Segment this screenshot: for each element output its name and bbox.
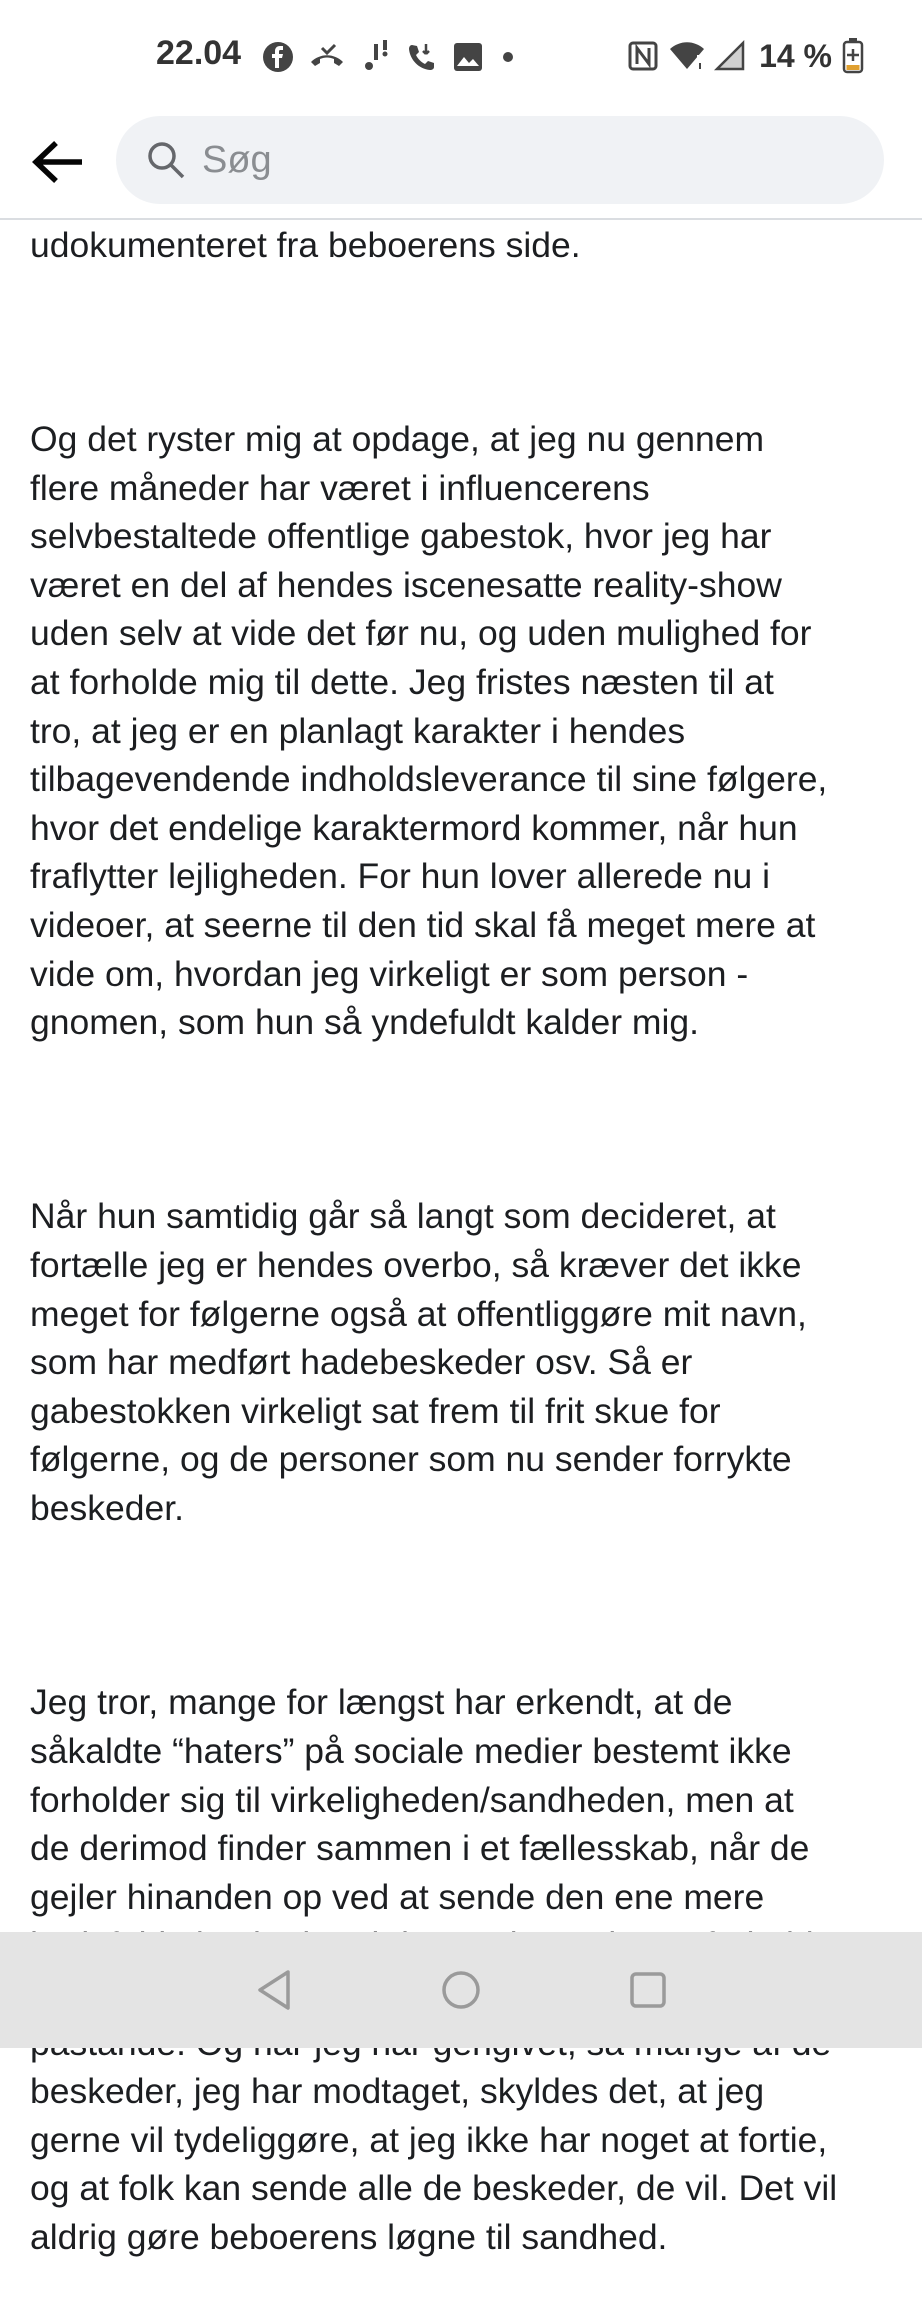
facebook-icon (262, 41, 294, 73)
battery-percentage: 14 % (759, 37, 832, 74)
paragraph-spacer (30, 318, 900, 367)
back-triangle-icon (254, 1968, 294, 2012)
post-paragraph-partial: udokumenteret fra beboerens side. (30, 224, 581, 265)
arrow-left-icon (32, 140, 84, 184)
back-button[interactable] (28, 132, 88, 192)
call-forward-icon (406, 41, 438, 73)
status-time: 22.04 (156, 34, 242, 72)
image-icon (452, 41, 484, 73)
paragraph-spacer (30, 1095, 900, 1144)
home-circle-icon (439, 1968, 483, 2012)
system-navigation-bar (0, 1932, 922, 2048)
system-icons (627, 36, 864, 76)
post-paragraph-1: Og det ryster mig at opdage, at jeg nu gennem flere måneder har været i influencerens selvbestaltede offentlige gabestok, hvor jeg har været en del af hendes iscenesatte reality-show uden selv at vide det før nu, og uden mulighed for at forholde mig til dette. Jeg fristes næsten til at tro, at jeg er en planlagt karakter i hendes tilbagevendende indholdsleverance til sine følgere, hvor det endelige karaktermord kommer, når hun fraflytter lejligheden. For hun lover allerede nu i videoer, at seerne til den tid skal få meget mere at vide om, hvordan jeg virkeligt er som person - gnomen, som hun så yndefuldt kalder mig. (30, 418, 828, 1043)
paragraph-spacer (30, 1581, 900, 1630)
post-paragraph-3: Jeg tror, mange for længst har erkendt, at de såkaldte “haters” på sociale medier bestemt ikke forholder sig til virkeligheden/sandheden, men at de derimod finder sammen i et fællesskab, når de gejler hinanden op ved at sende den ene mere beskeder, jeg har modtaget, skyldes det, at jeg gerne vil tydeliggøre, at jeg ikke har noget at fortie, og at folk kan sende alle de beskeder, de vil. Det vil aldrig gøre beboerens løgne til sandhed. (30, 1682, 838, 2257)
nav-back-button[interactable] (244, 1960, 304, 2020)
battery-icon (842, 38, 864, 74)
post-body (0, 220, 922, 2257)
status-bar (0, 0, 922, 110)
signal-icon (715, 41, 745, 71)
missed-call-icon (308, 42, 346, 72)
notification-icons (262, 38, 518, 76)
dot-icon (498, 47, 518, 67)
search-input[interactable] (200, 138, 844, 183)
recents-square-icon (626, 1968, 670, 2012)
wifi-icon (669, 41, 705, 71)
nav-recents-button[interactable] (618, 1960, 678, 2020)
nfc-icon (627, 40, 659, 72)
nav-home-button[interactable] (431, 1960, 491, 2020)
top-bar (0, 110, 922, 220)
post-paragraph-2: Når hun samtidig går så langt som decideret, at fortælle jeg er hendes overbo, så kræver det ikke meget for følgerne også at offentliggøre mit navn, som har medført hadebeskeder osv. Så er gabestokken virkeligt sat frem til frit skue for følgerne, og de personer som nu sender forrykte beskeder. (30, 1196, 807, 1529)
search-box[interactable] (116, 116, 884, 204)
voicemail-icon (360, 40, 392, 74)
search-icon (144, 138, 188, 182)
